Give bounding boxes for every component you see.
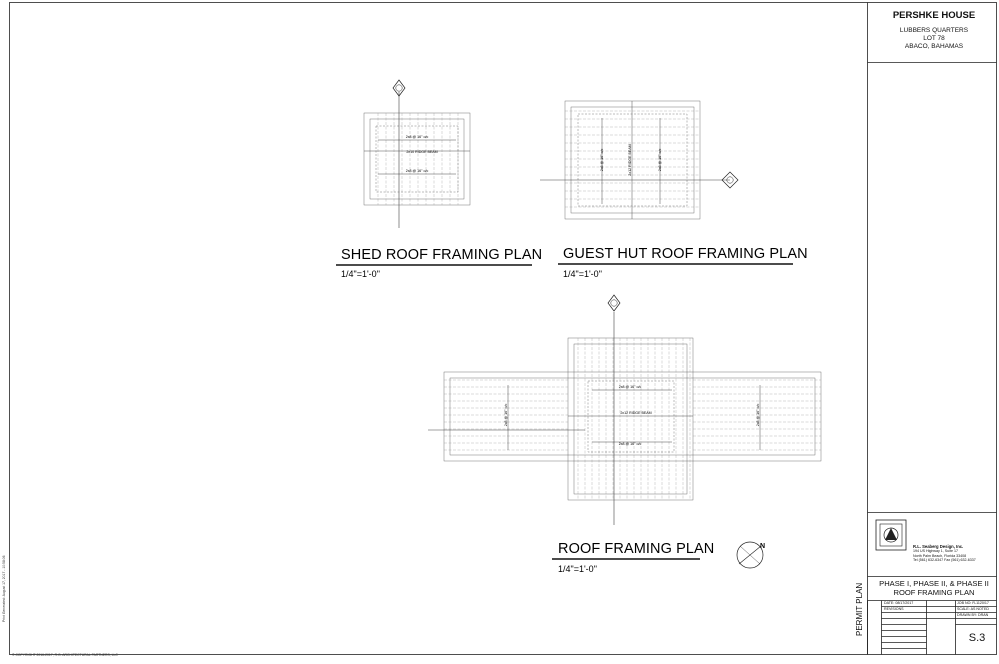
revisions-cell: REVISIONS	[884, 607, 904, 611]
project-block	[870, 10, 998, 51]
job-no-cell: JOB NO: R-1120/17	[957, 601, 989, 605]
guest-note-3: 2x8 @ 16" o/c	[658, 148, 662, 172]
shed-note-3: 2x8 @ 16" o/c	[405, 169, 429, 173]
main-note-4: 2x8 @ 16" o/c	[504, 403, 508, 427]
sheet-title: ROOF FRAMING PLAN	[893, 588, 975, 597]
guest-plan-title: GUEST HUT ROOF FRAMING PLAN	[563, 246, 808, 262]
shed-note-1: 2x8 @ 16" o/c	[405, 135, 429, 139]
print-generated-note: Print Generated: August 17, 2017 - 10:58:06	[2, 555, 6, 622]
phase-block	[870, 579, 998, 597]
scale-cell: SCALE: AS NOTED	[957, 607, 989, 611]
guest-hut-roof-plan	[540, 101, 738, 219]
shed-roof-plan	[364, 80, 470, 228]
main-note-3: 2x8 @ 16" o/c	[618, 442, 642, 446]
main-plan-scale: 1/4"=1'-0"	[558, 564, 597, 574]
firm-name: R.L. Seaberg Design, Inc.	[913, 544, 964, 549]
main-note-5: 2x8 @ 16" o/c	[756, 403, 760, 427]
drawn-by-cell: DRAWN BY: DRAN	[957, 613, 989, 617]
firm-logo	[876, 520, 906, 550]
address-line-2: LOT 78	[923, 35, 945, 42]
main-note-2: 2x12 RIDGE BEAM	[620, 411, 652, 415]
north-arrow-icon	[737, 542, 765, 568]
address-line-3: ABACO, BAHAMAS	[904, 43, 964, 50]
address-line-1: LUBBERS QUARTERS	[899, 27, 969, 34]
shed-plan-title: SHED ROOF FRAMING PLAN	[341, 247, 543, 263]
sheet-border	[10, 3, 997, 655]
copyright-note: © COPYRIGHT 2016-2017, R.G. ARCHITECTURAL PARTNERS, LLC	[12, 653, 118, 657]
guest-plan-scale: 1/4"=1'-0"	[563, 269, 602, 279]
guest-note-1: 2x8 @ 16" o/c	[600, 148, 604, 172]
phase-line: PHASE I, PHASE II, & PHASE II	[879, 579, 989, 588]
date-cell: DATE: 08/17/2017	[884, 601, 914, 605]
main-note-1: 2x8 @ 16" o/c	[618, 385, 642, 389]
main-section-marker	[608, 295, 620, 311]
firm-line-3: Tel (561) 632-6347 Fax (561) 632-6337	[913, 558, 976, 563]
shed-note-2: 2x10 RIDGE BEAM	[406, 150, 438, 154]
firm-block	[913, 545, 997, 563]
guest-note-2: 2x12 RIDGE BEAM	[628, 144, 632, 176]
firm-line-2: North Palm Beach, Florida 33408	[913, 553, 967, 558]
project-name: PERSHKE HOUSE	[892, 10, 976, 21]
firm-line-1: 194 US Highway 1, Suite 17	[913, 549, 958, 554]
permit-label: PERMIT PLAN	[855, 582, 864, 636]
north-label: N	[760, 543, 766, 550]
shed-plan-scale: 1/4"=1'-0"	[341, 269, 380, 279]
sheet-number: S.3	[968, 632, 986, 644]
main-plan-title: ROOF FRAMING PLAN	[558, 541, 715, 557]
main-roof-plan	[428, 295, 821, 525]
